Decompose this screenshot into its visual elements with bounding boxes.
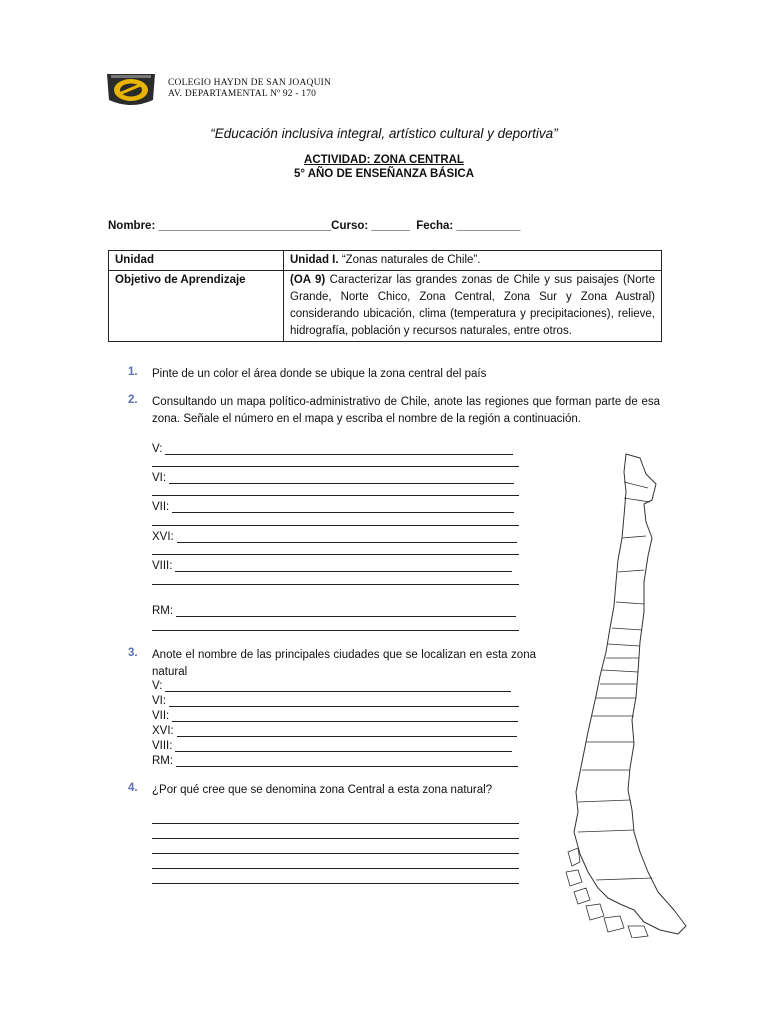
answer-line[interactable] — [152, 495, 519, 496]
school-logo — [105, 70, 157, 108]
q3-label-v: V: — [152, 680, 163, 692]
title-block — [0, 153, 768, 181]
q3-label-rm: RM: — [152, 755, 174, 767]
question-3-text: Anote el nombre de las principales ciudades que se localizan en esta zona natural — [152, 649, 536, 678]
q3-answer-rm[interactable] — [152, 753, 518, 767]
unit-value — [284, 251, 662, 271]
q2-label-vi: VI: — [152, 472, 167, 484]
q2-answer-rm[interactable] — [152, 603, 516, 617]
answer-line[interactable] — [152, 853, 519, 854]
objective-label: Objetivo de Aprendizaje — [109, 271, 284, 342]
date-field[interactable]: Fecha: __________ — [416, 220, 521, 232]
answer-line[interactable] — [152, 554, 519, 555]
school-address: AV. DEPARTAMENTAL Nº 92 - 170 — [168, 89, 317, 99]
answer-line[interactable] — [152, 883, 519, 884]
question-1-text: Pinte de un color el área donde se ubique la zona central del país — [152, 368, 487, 380]
objective-value — [284, 271, 662, 342]
question-1-number: 1. — [128, 366, 138, 378]
q2-answer-xvi[interactable] — [152, 529, 517, 543]
q3-label-viii: VIII: — [152, 740, 173, 752]
q2-label-xvi: XVI: — [152, 531, 174, 543]
objective-code: (OA 9) — [290, 274, 326, 286]
q2-answer-v[interactable] — [152, 441, 513, 455]
q2-label-vii: VII: — [152, 501, 170, 513]
unit-value-bold: Unidad I. — [290, 254, 339, 266]
chile-map[interactable] — [548, 452, 698, 938]
question-4-text: ¿Por qué cree que se denomina zona Central a esta zona natural? — [152, 784, 493, 796]
q2-answer-vii[interactable] — [152, 499, 514, 513]
answer-line[interactable] — [152, 584, 519, 585]
school-motto: “Educación inclusiva integral, artístico cultural y deportiva” — [210, 126, 558, 141]
table-row — [109, 271, 662, 342]
answer-line[interactable] — [152, 630, 519, 631]
question-4-number: 4. — [128, 782, 138, 794]
unit-label: Unidad — [109, 251, 284, 271]
table-row — [109, 251, 662, 271]
student-fields — [108, 220, 520, 232]
course-field[interactable]: Curso: ______ — [331, 220, 410, 232]
q3-label-vii: VII: — [152, 710, 170, 722]
grade-title: 5° AÑO DE ENSEÑANZA BÁSICA — [293, 168, 475, 180]
q3-label-xvi: XVI: — [152, 725, 174, 737]
objective-text: Caracterizar las grandes zonas de Chile y sus paisajes (Norte Grande, Norte Chico, Zona Central, Zona Sur y Zona Austral) considerando ubicación, clima (temperatura y precipitaciones), relieve, hidrografía, población y recursos naturales, entre otros. — [290, 274, 656, 337]
q3-answer-viii[interactable] — [152, 738, 512, 752]
q3-answer-xvi[interactable] — [152, 723, 517, 737]
answer-line[interactable] — [152, 838, 519, 839]
q3-label-vi: VI: — [152, 695, 167, 707]
question-2-number: 2. — [128, 394, 138, 406]
q3-answer-vii[interactable] — [152, 708, 518, 722]
name-field[interactable]: Nombre: ___________________________ — [108, 220, 332, 232]
q2-label-rm: RM: — [152, 605, 174, 617]
q3-answer-vi[interactable] — [152, 693, 519, 707]
q2-label-viii: VIII: — [152, 560, 173, 572]
activity-title: ACTIVIDAD: ZONA CENTRAL — [304, 154, 464, 166]
unit-info-table — [108, 250, 662, 342]
q2-label-v: V: — [152, 443, 163, 455]
answer-line[interactable] — [152, 823, 519, 824]
question-2-text: Consultando un mapa político-administrativo de Chile, anote las regiones que forman parte de esa zona. Señale el número en el mapa y escriba el nombre de la región a continuación. — [152, 396, 660, 425]
answer-line[interactable] — [152, 525, 519, 526]
school-name: COLEGIO HAYDN DE SAN JOAQUIN — [168, 78, 332, 88]
q2-answer-viii[interactable] — [152, 558, 512, 572]
q2-answer-vi[interactable] — [152, 470, 514, 484]
unit-value-text: “Zonas naturales de Chile”. — [338, 254, 481, 266]
q3-answer-v[interactable] — [152, 678, 511, 692]
school-heading — [168, 78, 331, 100]
answer-line[interactable] — [152, 466, 519, 467]
question-3-number: 3. — [128, 647, 138, 659]
answer-line[interactable] — [152, 868, 519, 869]
